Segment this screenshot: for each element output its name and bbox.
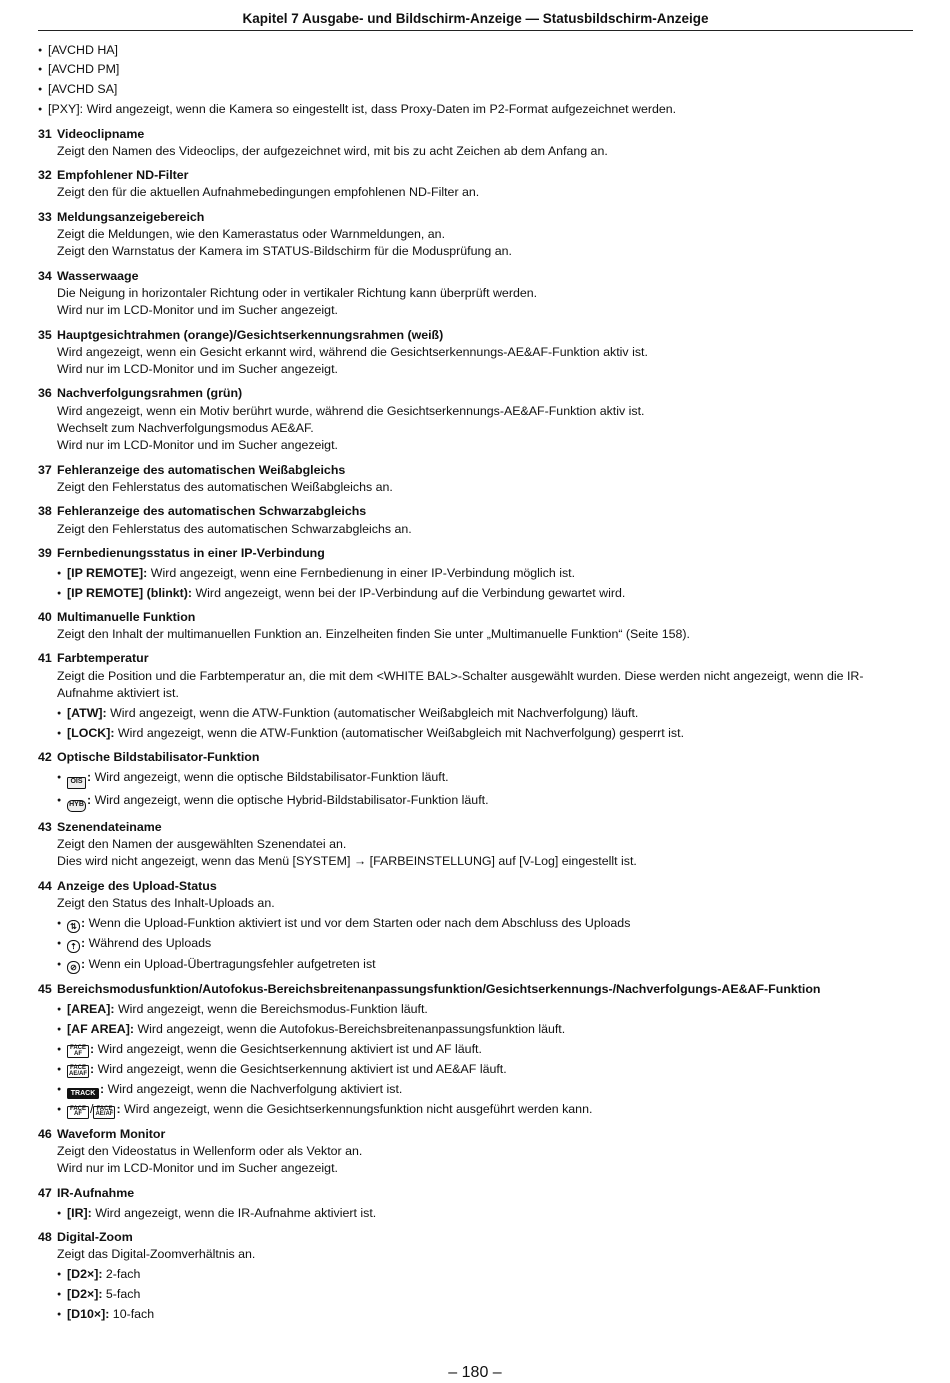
bullet-item: [57, 1041, 913, 1059]
entry-40: [38, 609, 913, 644]
entry-line: Wird nur im LCD-Monitor und im Sucher angezeigt.: [57, 438, 338, 453]
upload-active-icon: ⇡: [67, 940, 80, 953]
bullet-dot-icon: ●: [57, 589, 62, 597]
bullet-text: [67, 935, 913, 953]
face-aeaf-icon: FACE AE/AF: [95, 1105, 114, 1118]
entry-heading: [38, 126, 913, 143]
bullet-dot-icon: ●: [38, 66, 43, 74]
entry-line: Zeigt den Videostatus in Wellenform oder als Vektor an.: [57, 1144, 363, 1159]
entry-number: 48: [38, 1229, 52, 1244]
bullet-label: [AF AREA]:: [67, 1021, 134, 1036]
bullet-dot-icon: ●: [57, 1005, 62, 1013]
entry-heading: [38, 327, 913, 344]
bullet-label: [D10×]:: [67, 1306, 110, 1321]
entry-44: [38, 878, 913, 974]
entry-body: [38, 344, 913, 379]
entry-body: [38, 769, 913, 812]
entry-body: [38, 1001, 913, 1119]
upload-ready-icon: ⇅: [67, 920, 80, 933]
bullet-dot-icon: ●: [57, 569, 62, 577]
entry-line: Die Neigung in horizontaler Richtung oder in vertikaler Richtung kann überprüft werden.: [57, 285, 538, 300]
entry-number: 45: [38, 981, 52, 996]
bullet-item: [57, 769, 913, 789]
entry-title: Nachverfolgungsrahmen (grün): [57, 386, 243, 401]
slash-separator: /: [90, 1102, 94, 1117]
entry-heading: [38, 981, 913, 998]
entry-line: Wird angezeigt, wenn ein Gesicht erkannt wird, während die Gesichtserkennungs-AE&AF-Funktion aktiv ist.: [57, 344, 648, 359]
bullet-item: [57, 705, 913, 722]
entry-38: [38, 503, 913, 538]
entry-number: 43: [38, 819, 52, 834]
bullet-dot-icon: ●: [57, 1291, 62, 1298]
entry-body: [38, 1246, 913, 1323]
bullet-item: [38, 101, 913, 118]
bullet-text: [67, 1306, 913, 1323]
entry-39: [38, 545, 913, 602]
entry-line: Wird nur im LCD-Monitor und im Sucher angezeigt.: [57, 362, 338, 377]
bullet-text: [67, 956, 913, 974]
bullet-description: [AVCHD SA]: [48, 82, 118, 97]
bullet-text: [67, 915, 913, 933]
bullet-dot-icon: ●: [57, 960, 62, 968]
bullet-description: Wird angezeigt, wenn die IR-Aufnahme aktiviert ist.: [91, 1205, 377, 1220]
bullet-description: Wird angezeigt, wenn die Autofokus-Bereichsbreitenanpassungsfunktion läuft.: [134, 1021, 566, 1036]
bullet-dot-icon: ●: [57, 729, 62, 737]
bullet-text: [67, 565, 913, 582]
entry-heading: [38, 462, 913, 479]
bullet-label: :: [87, 770, 92, 785]
entry-line: Zeigt den Namen des Videoclips, der aufgezeichnet wird, mit bis zu acht Zeichen ab dem Anfang an.: [57, 143, 608, 158]
bullet-item: [57, 956, 913, 974]
entry-37: [38, 462, 913, 497]
bullet-description: Wird angezeigt, wenn die optische Bildstabilisator-Funktion läuft.: [91, 770, 449, 785]
bullet-dot-icon: ●: [57, 1209, 62, 1217]
entry-number: 40: [38, 609, 52, 624]
entry-title: Fernbedienungsstatus in einer IP-Verbindung: [57, 545, 325, 560]
entry-body: [38, 143, 913, 160]
bullet-description: Wird angezeigt, wenn die Bereichsmodus-Funktion läuft.: [114, 1001, 428, 1016]
bullet-text: [67, 725, 913, 742]
bullet-label: :: [100, 1081, 105, 1096]
entry-body: [38, 521, 913, 538]
bullet-text: [67, 705, 913, 722]
entry-32: [38, 167, 913, 202]
entry-line: Zeigt den für die aktuellen Aufnahmebedingungen empfohlenen ND-Filter an.: [57, 185, 480, 200]
entry-line: Wird nur im LCD-Monitor und im Sucher angezeigt.: [57, 1161, 338, 1176]
entry-title: Fehleranzeige des automatischen Schwarzabgleichs: [57, 504, 367, 519]
bullet-description: [AVCHD PM]: [48, 62, 120, 77]
entry-number: 31: [38, 126, 52, 141]
entry-title: Waveform Monitor: [57, 1126, 166, 1141]
bullet-text: [67, 585, 913, 602]
bullet-dot-icon: ●: [57, 1106, 62, 1114]
bullet-text: [48, 101, 913, 118]
bullet-text: [67, 1266, 913, 1283]
entry-heading: [38, 749, 913, 766]
entry-34: [38, 268, 913, 320]
entry-line: Zeigt den Warnstatus der Kamera im STATUS-Bildschirm für die Modusprüfung an.: [57, 244, 512, 259]
entry-45: [38, 981, 913, 1119]
entry-heading: [38, 1126, 913, 1143]
entry-number: 39: [38, 545, 52, 560]
bullet-label: :: [81, 915, 86, 930]
entry-title: Optische Bildstabilisator-Funktion: [57, 750, 260, 765]
face-af-icon: FACE AF: [67, 1106, 89, 1119]
bullet-label: :: [90, 1061, 95, 1076]
entry-line: Zeigt das Digital-Zoomverhältnis an.: [57, 1247, 256, 1262]
bullet-dot-icon: ●: [57, 1025, 62, 1033]
bullet-text: [67, 1021, 913, 1038]
ois-icon: OIS: [67, 777, 86, 789]
hybrid-ois-icon: HYB: [67, 800, 86, 812]
entry-line: Zeigt den Namen der ausgewählten Szenendatei an.: [57, 836, 347, 851]
bullet-text: [67, 1001, 913, 1018]
bullet-description: Wird angezeigt, wenn die Gesichtserkennung aktiviert ist und AF läuft.: [94, 1041, 482, 1056]
bullet-item: [57, 565, 913, 582]
bullet-description: Wird angezeigt, wenn eine Fernbedienung in einer IP-Verbindung möglich ist.: [147, 565, 576, 580]
entry-heading: [38, 1185, 913, 1202]
entry-heading: [38, 819, 913, 836]
entry-number: 35: [38, 327, 52, 342]
bullet-item: [38, 42, 913, 59]
bullet-description: Wird angezeigt, wenn die ATW-Funktion (automatischer Weißabgleich mit Nachverfolgung) gesperrt ist.: [114, 725, 685, 740]
bullet-label: [IP REMOTE] (blinkt):: [67, 585, 193, 600]
entry-body: [38, 565, 913, 602]
bullet-text: [67, 1286, 913, 1303]
entry-number: 41: [38, 651, 52, 666]
entry-body: [38, 626, 913, 643]
entry-35: [38, 327, 913, 379]
bullet-dot-icon: ●: [38, 106, 43, 114]
bullet-label: [LOCK]:: [67, 725, 115, 740]
entry-number: 38: [38, 504, 52, 519]
entry-number: 44: [38, 878, 52, 893]
entry-41: [38, 650, 913, 742]
bullet-description: Wird angezeigt, wenn die Nachverfolgung aktiviert ist.: [104, 1081, 403, 1096]
bullet-dot-icon: ●: [57, 1310, 62, 1318]
bullet-label: :: [90, 1041, 95, 1056]
bullet-item: [57, 1286, 913, 1303]
entry-line: Wird angezeigt, wenn ein Motiv berührt wurde, während die Gesichtserkennungs-AE&AF-Funktion aktiv ist.: [57, 403, 645, 418]
bullet-text: [67, 792, 913, 812]
entry-number: 32: [38, 168, 52, 183]
entry-body: [38, 184, 913, 201]
entry-title: Fehleranzeige des automatischen Weißabgleichs: [57, 462, 346, 477]
bullet-description: 5-fach: [102, 1287, 141, 1301]
bullet-label: :: [116, 1102, 121, 1117]
bullet-text: [67, 1101, 913, 1119]
bullet-item: [38, 81, 913, 98]
bullet-label: :: [81, 956, 86, 971]
bullet-dot-icon: ●: [38, 86, 43, 94]
pre-bullets: [38, 42, 913, 119]
bullet-item: [57, 725, 913, 742]
bullet-item: [57, 1101, 913, 1119]
bullet-label: [D2×]:: [67, 1267, 103, 1282]
bullet-item: [57, 792, 913, 812]
entry-title: Meldungsanzeigebereich: [57, 209, 205, 224]
entry-line: Zeigt den Status des Inhalt-Uploads an.: [57, 895, 275, 910]
entry-heading: [38, 650, 913, 667]
bullet-text: [67, 1061, 913, 1079]
entry-line: Zeigt den Inhalt der multimanuellen Funktion an. Einzelheiten finden Sie unter „Multimanuelle Funktion“ (Seite 158).: [57, 627, 690, 642]
bullet-text: [48, 81, 913, 98]
entry-heading: [38, 167, 913, 184]
entry-31: [38, 126, 913, 161]
bullet-label: [ATW]:: [67, 705, 107, 720]
bullet-item: [57, 1021, 913, 1038]
bullet-dot-icon: ●: [57, 1085, 62, 1093]
entry-33: [38, 209, 913, 261]
track-icon: TRACK: [67, 1088, 99, 1099]
bullet-description: 10-fach: [109, 1306, 155, 1321]
entry-number: 47: [38, 1185, 52, 1200]
bullet-description: Wenn ein Upload-Übertragungsfehler aufgetreten ist: [85, 956, 376, 971]
bullet-dot-icon: ●: [57, 919, 62, 927]
entry-heading: [38, 545, 913, 562]
entry-number: 36: [38, 386, 52, 401]
bullet-text: [48, 42, 913, 59]
bullet-label: [AREA]:: [67, 1001, 115, 1016]
entry-47: [38, 1185, 913, 1222]
bullet-dot-icon: ●: [57, 709, 62, 717]
entry-title: Digital-Zoom: [57, 1229, 133, 1244]
entry-heading: [38, 209, 913, 226]
entry-number: 42: [38, 750, 52, 765]
upload-error-icon: ⊘: [67, 961, 80, 974]
bullet-dot-icon: ●: [57, 1065, 62, 1073]
face-af-icon: FACE AF: [67, 1045, 89, 1058]
entry-body: [38, 836, 913, 871]
bullet-text: [48, 61, 913, 78]
entry-line: Dies wird nicht angezeigt, wenn das Menü [SYSTEM] → [FARBEINSTELLUNG] auf [V-Log] eingestellt ist.: [57, 854, 637, 869]
bullet-dot-icon: ●: [57, 774, 62, 782]
entry-43: [38, 819, 913, 871]
bullet-dot-icon: ●: [57, 1045, 62, 1053]
entry-title: Wasserwaage: [57, 268, 139, 283]
bullet-description: [PXY]: Wird angezeigt, wenn die Kamera so eingestellt ist, dass Proxy-Daten im P2-Format aufgezeichnet werden.: [48, 102, 677, 117]
bullet-description: Wird angezeigt, wenn die ATW-Funktion (automatischer Weißabgleich mit Nachverfolgung) läuft.: [106, 705, 639, 720]
entry-body: [38, 1143, 913, 1178]
entry-title: Videoclipname: [57, 126, 145, 141]
bullet-label: :: [87, 792, 92, 807]
bullet-item: [57, 1001, 913, 1018]
entry-list: [38, 126, 913, 1324]
entry-title: Szenendateiname: [57, 819, 162, 834]
entry-line: Wechselt zum Nachverfolgungsmodus AE&AF.: [57, 421, 314, 436]
bullet-description: Wird angezeigt, wenn die Gesichtserkennung aktiviert ist und AE&AF läuft.: [94, 1061, 507, 1076]
bullet-description: 2-fach: [102, 1267, 141, 1282]
entry-number: 37: [38, 462, 52, 477]
entry-line: Zeigt die Meldungen, wie den Kamerastatus oder Warnmeldungen, an.: [57, 227, 446, 242]
bullet-dot-icon: ●: [57, 1271, 62, 1279]
bullet-label: [IR]:: [67, 1205, 92, 1220]
bullet-description: Wird angezeigt, wenn die Gesichtserkennungsfunktion nicht ausgeführt werden kann.: [120, 1102, 593, 1117]
bullet-text: [67, 769, 913, 789]
entry-title: Farbtemperatur: [57, 651, 149, 666]
bullet-description: Wenn die Upload-Funktion aktiviert ist und vor dem Starten oder nach dem Abschluss des Uploads: [85, 915, 631, 930]
entry-title: Bereichsmodusfunktion/Autofokus-Bereichsbreitenanpassungsfunktion/Gesichtserkennungs-/Nachverfolgungs-AE&AF-Funktion: [57, 981, 821, 996]
entry-title: Anzeige des Upload-Status: [57, 878, 217, 893]
bullet-item: [57, 1306, 913, 1323]
entry-title: Empfohlener ND-Filter: [57, 168, 189, 183]
entry-line: Zeigt den Fehlerstatus des automatischen Weißabgleichs an.: [57, 479, 393, 494]
bullet-text: [67, 1041, 913, 1059]
bullet-item: [57, 585, 913, 602]
entry-title: Multimanuelle Funktion: [57, 609, 196, 624]
entry-line: Zeigt die Position und die Farbtemperatur an, die mit dem <WHITE BAL>-Schalter ausgewählt wurden. Diese werden nicht angezeigt, wenn die IR-Aufnahme aktiviert ist.: [57, 668, 864, 701]
entry-42: [38, 749, 913, 811]
entry-line: Wird nur im LCD-Monitor und im Sucher angezeigt.: [57, 303, 338, 318]
entry-46: [38, 1126, 913, 1178]
bullet-item: [38, 61, 913, 78]
entry-body: [38, 403, 913, 455]
bullet-dot-icon: ●: [57, 940, 62, 948]
bullet-text: [67, 1205, 913, 1222]
bullet-item: [57, 935, 913, 953]
entry-heading: [38, 385, 913, 402]
entry-body: [38, 895, 913, 974]
bullet-item: [57, 915, 913, 933]
bullet-item: [57, 1266, 913, 1283]
entry-line: Zeigt den Fehlerstatus des automatischen Schwarzabgleichs an.: [57, 521, 412, 536]
entry-body: [38, 479, 913, 496]
entry-title: Hauptgesichtrahmen (orange)/Gesichtserkennungsrahmen (weiß): [57, 327, 444, 342]
entry-36: [38, 385, 913, 454]
entry-body: [38, 226, 913, 261]
bullet-label: [D2×]:: [67, 1287, 103, 1301]
entry-number: 34: [38, 268, 52, 283]
bullet-text: [67, 1081, 913, 1099]
page-number: – 180 –: [448, 1364, 502, 1381]
bullet-description: Während des Uploads: [85, 936, 212, 951]
entry-body: [38, 285, 913, 320]
entry-heading: [38, 1229, 913, 1246]
bullet-description: [AVCHD HA]: [48, 42, 118, 57]
entry-48: [38, 1229, 913, 1323]
entry-heading: [38, 878, 913, 895]
entry-heading: [38, 268, 913, 285]
entry-body: [38, 1205, 913, 1222]
entry-heading: [38, 503, 913, 520]
entry-body: [38, 668, 913, 742]
bullet-description: Wird angezeigt, wenn die optische Hybrid-Bildstabilisator-Funktion läuft.: [91, 792, 489, 807]
bullet-label: :: [81, 936, 86, 951]
bullet-dot-icon: ●: [38, 46, 43, 54]
face-aeaf-icon: FACE AE/AF: [69, 1065, 87, 1077]
document-body: [38, 39, 913, 1326]
entry-number: 33: [38, 209, 52, 224]
bullet-item: [57, 1061, 913, 1079]
bullet-item: [57, 1205, 913, 1222]
bullet-dot-icon: ●: [57, 796, 62, 804]
entry-number: 46: [38, 1126, 52, 1141]
bullet-description: Wird angezeigt, wenn bei der IP-Verbindung auf die Verbindung gewartet wird.: [192, 585, 626, 600]
entry-heading: [38, 609, 913, 626]
entry-title: IR-Aufnahme: [57, 1185, 135, 1200]
bullet-item: [57, 1081, 913, 1099]
page-header: Kapitel 7 Ausgabe- und Bildschirm-Anzeige — Statusbildschirm-Anzeige: [38, 10, 913, 31]
bullet-label: [IP REMOTE]:: [67, 565, 148, 580]
